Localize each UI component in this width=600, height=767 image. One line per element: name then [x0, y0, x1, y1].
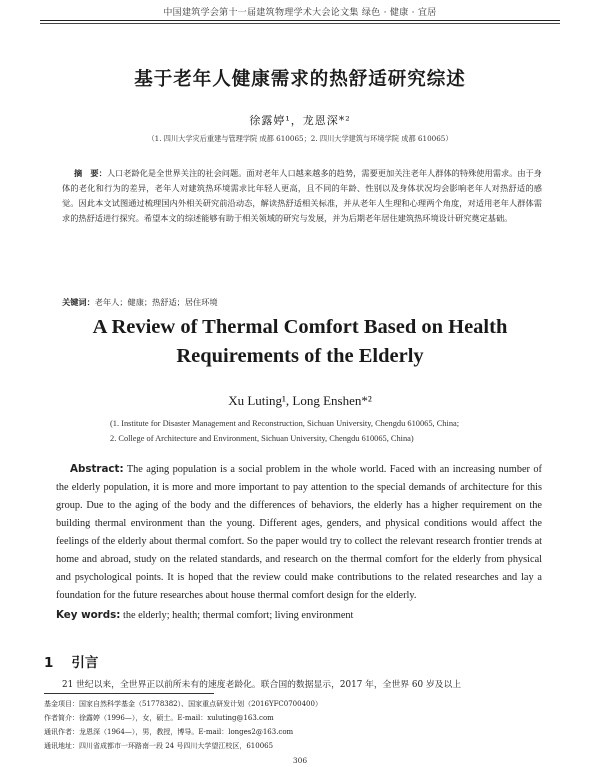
footnote-corresponding-author: 通讯作者：龙恩深（1964—），男，教授，博导。E-mail：longes2@163.com — [44, 728, 294, 736]
running-header: 中国建筑学会第十一届建筑物理学术大会论文集 绿色 · 健康 · 宜居 — [163, 8, 437, 18]
chinese-abstract-label: 摘 要： — [74, 168, 107, 178]
footnote-rule — [44, 693, 214, 694]
english-title — [0, 313, 600, 371]
english-abstract-text: The aging population is a social problem in the whole world. Faced with an increasing number of the elderly population, it is more and more important to pay attention to the special demands of architecture for this group. Due to the aging of the body and the differences of behaviors, the elderly has a higher requirement on the building thermal environment than the young. Different ages, genders, and physical conditions would affect the feelings of the elderly about thermal comfort. So the paper would try to collect the relevant research frontier trends at home and abroad, study on the related standards, and research on the thermal comfort for the elderly from physical and psychological points. It is hoped that the review could make contributions to the related researches and lay a foundation for the future researches about house thermal comfort design for the elderly. — [56, 464, 542, 601]
footnote-author: 作者简介：徐露婷（1996—），女，硕士。E-mail：xuluting@163.com — [44, 714, 274, 722]
section-number: 1 — [44, 655, 54, 671]
chinese-affiliation: （1. 四川大学灾后重建与管理学院 成都 610065；2. 四川大学建筑与环境学院 成都 610065） — [147, 134, 453, 143]
english-keywords-text: the elderly; health; thermal comfort; living environment — [122, 610, 354, 621]
header-rule-thin — [40, 23, 560, 24]
chinese-title: 基于老年人健康需求的热舒适研究综述 — [134, 69, 466, 90]
english-abstract — [56, 460, 542, 605]
english-abstract-label: Abstract: — [70, 463, 124, 475]
english-title-line-2: Requirements of the Elderly — [176, 345, 424, 367]
english-authors: Xu Luting¹, Long Enshen*² — [228, 393, 372, 408]
english-title-line-1: A Review of Thermal Comfort Based on Health — [92, 316, 508, 338]
english-keywords — [56, 609, 542, 621]
body-paragraph: 21 世纪以来，全世界正以前所未有的速度老龄化。联合国的数据显示，2017 年，全世界 60 岁及以上 — [62, 680, 462, 690]
chinese-keywords — [62, 297, 542, 308]
page-number: 306 — [292, 756, 308, 765]
footnote-fund: 基金项目：国家自然科学基金（51778382）、国家重点研发计划（2016YFC0700400） — [44, 700, 322, 708]
english-affiliation — [110, 416, 530, 446]
chinese-authors: 徐露婷¹，龙恩深*² — [249, 114, 351, 127]
section-heading — [44, 651, 98, 671]
footnote-address: 通讯地址：四川省成都市一环路南一段 24 号四川大学望江校区，610065 — [44, 742, 274, 750]
chinese-abstract-text: 人口老龄化是全世界关注的社会问题。面对老年人口越来越多的趋势，需要更加关注老年人群体的特殊使用需求。由于身体的老化和行为的差异，老年人对建筑热环境需求比年轻人更高，且不同的年龄、性别以及身体状况均会影响老年人对热舒适的感觉。因此本文试图通过梳理国内外相关研究前沿动态，解读热舒适相关标准，并从老年人生理和心理两个角度，对适用老年人群体需求的热舒适进行探究。希望本文的综述能够有助于相关领域的研究与发展，并为后期老年居住建筑热环境设计研究奠定基础。 — [62, 168, 542, 223]
chinese-abstract — [62, 166, 542, 226]
english-affiliation-2: 2. College of Architecture and Environment, Sichuan University, Chengdu 610065, China) — [110, 434, 414, 443]
chinese-keywords-label: 关键词： — [62, 297, 95, 307]
chinese-keywords-text: 老年人；健康；热舒适；居住环境 — [94, 297, 218, 307]
english-keywords-label: Key words: — [56, 609, 121, 621]
header-rule-thick — [40, 20, 560, 21]
english-affiliation-1: (1. Institute for Disaster Management and Reconstruction, Sichuan University, Chengdu 610065, China; — [110, 419, 460, 428]
section-title: 引言 — [71, 655, 99, 671]
